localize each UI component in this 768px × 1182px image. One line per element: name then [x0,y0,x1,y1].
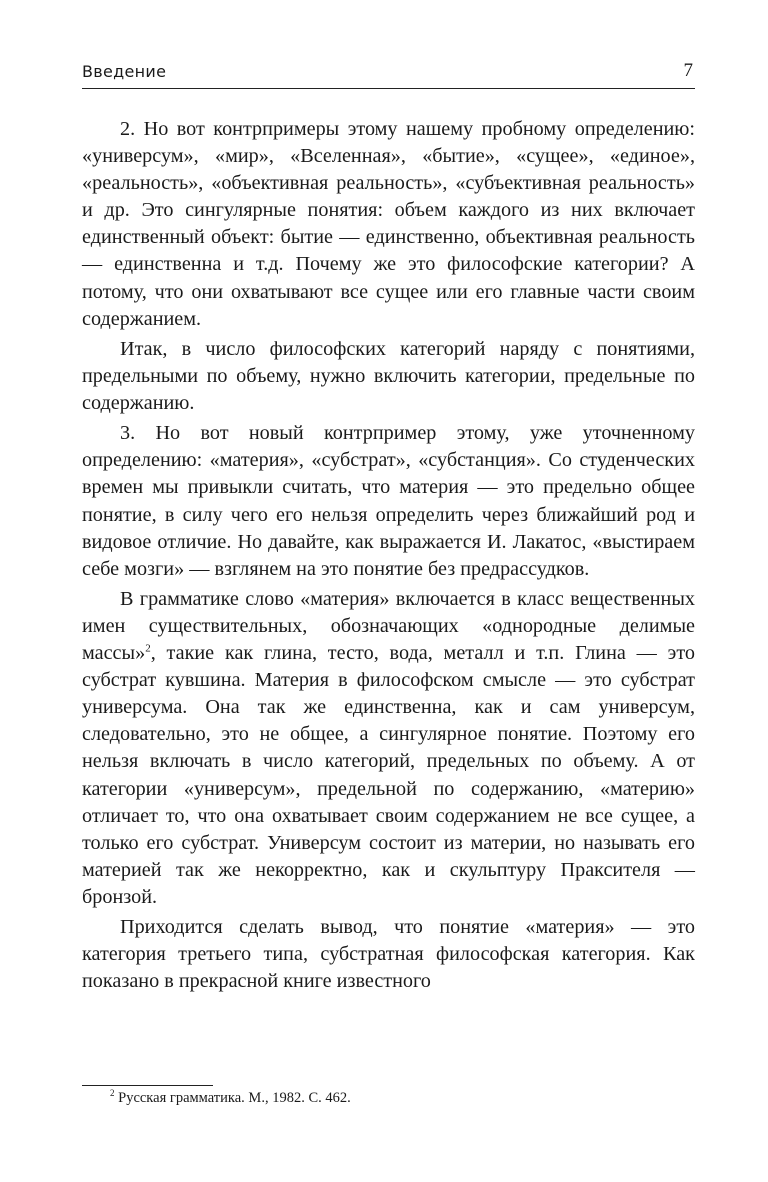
footnote-reference[interactable]: 2 [145,642,151,655]
footnote [110,1089,351,1107]
paragraph-4 [82,586,695,911]
footnote-divider [82,1085,213,1086]
paragraph-4-text-before: В грамматике слово «материя» включается в класс вещественных имен существительных, обозначающих «однородные делимые массы» [82,587,695,665]
body-text [82,116,695,998]
running-header [82,60,695,89]
footnote-text: Русская грамматика. М., 1982. С. 462. [118,1090,351,1106]
paragraph-3: 3. Но вот новый контрпример этому, уже уточненному определению: «материя», «субстрат», «субстанция». Со студенческих времен мы привыкли считать, что материя — это предельно общее понятие, в силу чего его нельзя определить через ближайший род и видовое отличие. Но давайте, как выражается И. Лакатос, «выстираем себе мозги» — взглянем на это понятие без предрассудков. [82,422,695,580]
paragraph-5: Приходится сделать вывод, что понятие «материя» — это категория третьего типа, субстратная философская категория. Как показано в прекрасной книге известного [82,916,695,993]
section-title: Введение [82,62,167,81]
footnote-marker: 2 [110,1088,115,1099]
paragraph-2: Итак, в число философских категорий наряду с понятиями, предельными по объему, нужно включить категории, предельные по содержанию. [82,337,695,415]
paragraph-1: 2. Но вот контрпримеры этому нашему пробному определению: «универсум», «мир», «Вселенная», «бытие», «сущее», «единое», «реальность», «объективная реальность», «субъективная реальность» и др. Это сингулярные понятия: объем каждого из них включает единственный объект: бытие — единственно, объективная реальность — единственна и т.д. Почему же это философские категории? А потому, что они охватывают все сущее или его главные части своим содержанием. [82,118,695,330]
page-number: 7 [683,60,693,81]
paragraph-4-text-after: , такие как глина, тесто, вода, металл и т.п. Глина — это субстрат кувшина. Материя в философском смысле — это субстрат универсума. Она так же единственна, как и сам универсум, следовательно, это не общее, а сингулярное понятие. Поэтому его нельзя включать в число категорий, предельных по объему. А от категории «универсум», предельной по содержанию, «материю» отличает то, что она охватывает своим содержанием не все сущее, а только его субстрат. Универсум состоит из материи, но называть его материей так же некорректно, как и скульптуру Праксителя — бронзой. [82,642,695,908]
